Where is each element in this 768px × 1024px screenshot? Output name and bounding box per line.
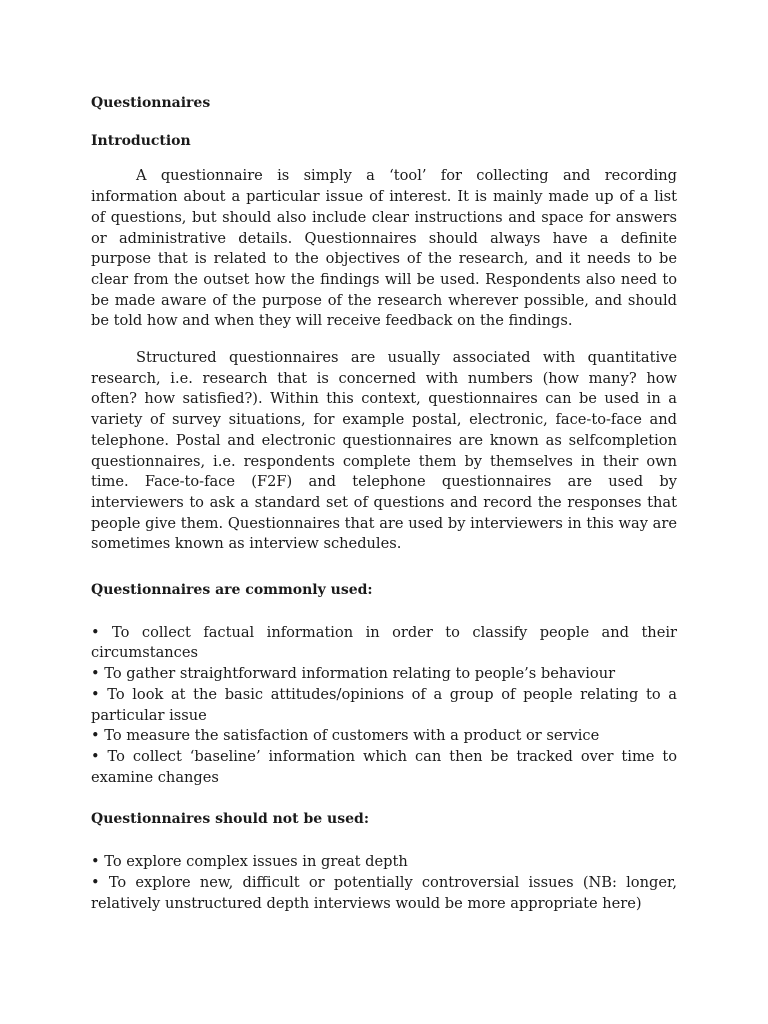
- list-item: • To collect factual information in order to classify people and their circumstances: [91, 623, 677, 662]
- list-item: • To look at the basic attitudes/opinions of a group of people relating to a particular issue: [91, 685, 677, 724]
- list-item: • To explore complex issues in great depth: [91, 853, 408, 871]
- list-item: • To measure the satisfaction of customers with a product or service: [91, 727, 600, 745]
- list-item: • To gather straightforward information relating to people’s behaviour: [91, 665, 616, 683]
- intro-paragraph-2: Structured questionnaires are usually associated with quantitative research, i.e. research that is concerned with numbers (how many? how often? how satisfied?). Within this context, questionnaires can be used in a variety of survey situations, for example postal, electronic, face-to-face and telephone. Postal and electronic questionnaires are known as selfcompletion questionnaires, i.e. respondents complete them by themselves in their own time. Face-to-face (F2F) and telephone questionnaires are used by interviewers to ask a standard set of questions and record the responses that people give them. Questionnaires that are used by interviewers in this way are sometimes known as interview schedules.: [91, 349, 677, 553]
- section-heading-commonly-used: Questionnaires are commonly used:: [91, 582, 373, 599]
- commonly-used-list: [91, 623, 677, 789]
- document-page: [91, 93, 677, 914]
- not-used-list: [91, 852, 677, 914]
- document-title: Questionnaires: [91, 95, 211, 111]
- section-heading-introduction: Introduction: [91, 132, 191, 149]
- list-item: • To explore new, difficult or potentially controversial issues (NB: longer, relatively unstructured depth interviews would be more appropriate here): [91, 873, 677, 912]
- list-item: • To collect ‘baseline’ information which can then be tracked over time to examine changes: [91, 747, 677, 786]
- intro-paragraph-1: A questionnaire is simply a ‘tool’ for collecting and recording information about a particular issue of interest. It is mainly made up of a list of questions, but should also include clear instructions and space for answers or administrative details. Questionnaires should always have a definite purpose that is related to the objectives of the research, and it needs to be clear from the outset how the findings will be used. Respondents also need to be made aware of the purpose of the research wherever possible, and should be told how and when they will receive feedback on the findings.: [91, 167, 677, 330]
- section-heading-not-used: Questionnaires should not be used:: [91, 811, 369, 828]
